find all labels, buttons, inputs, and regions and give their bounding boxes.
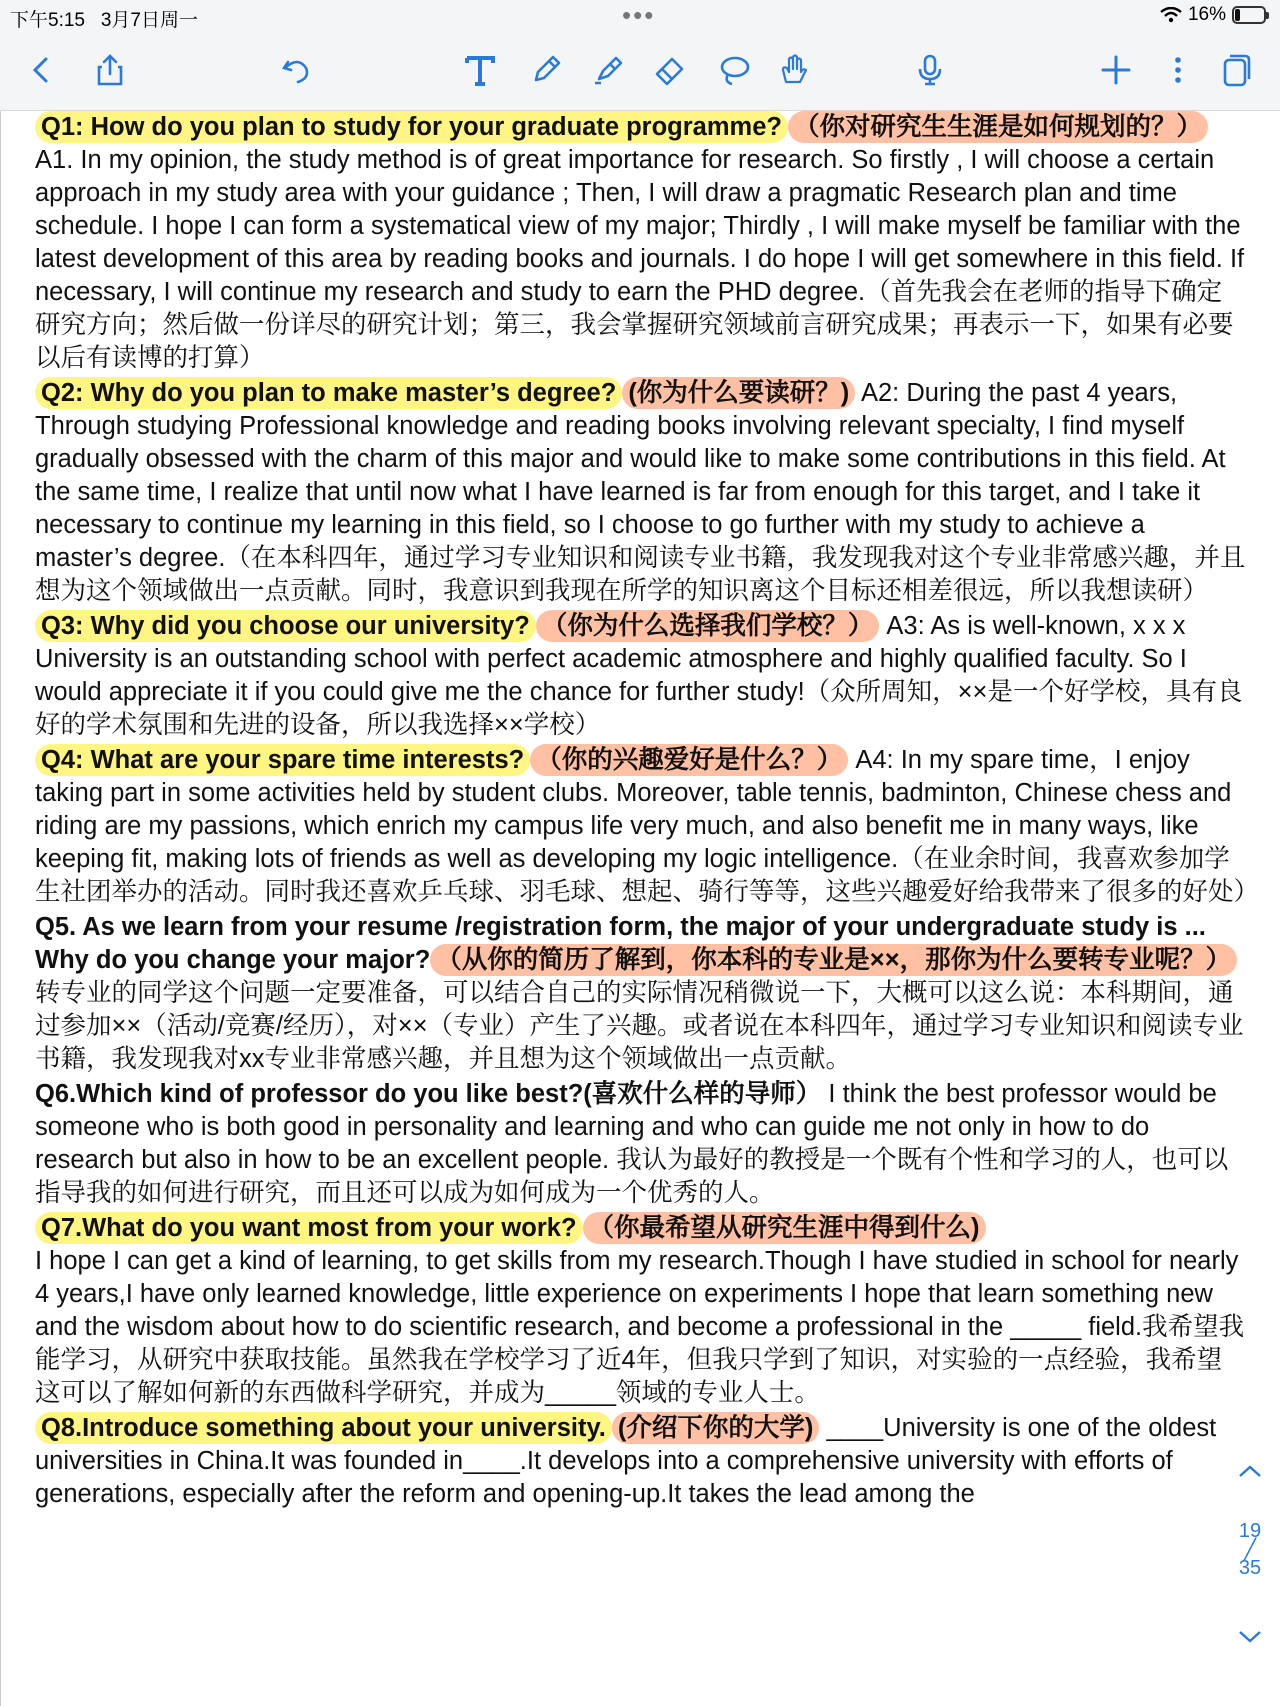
question-3: Q3: Why did you choose our university? bbox=[35, 610, 536, 642]
pen-icon[interactable] bbox=[524, 48, 568, 92]
page-up-icon[interactable] bbox=[1230, 1462, 1270, 1485]
question-5-cn: （从你的简历了解到，你本科的专业是××，那你为什么要转专业呢？） bbox=[430, 944, 1237, 976]
back-icon[interactable] bbox=[20, 48, 64, 92]
wifi-icon bbox=[1160, 7, 1182, 23]
question-4-cn: （你的兴趣爱好是什么？） bbox=[530, 744, 848, 776]
answer-5: 转专业的同学这个问题一定要准备，可以结合自己的实际情况稍微说一下，大概可以这么说：本科期间，通过参加××（活动/竞赛/经历），对××（专业）产生了兴趣。或者说在本科四年，通过学习专业知识和阅读专业书籍，我发现我对xx专业非常感兴趣，并且想为这个领域做出一点贡献。 bbox=[35, 979, 1244, 1073]
page-divider-icon: ╱ bbox=[1243, 1539, 1257, 1561]
question-6: Q6.Which kind of professor do you like best?(喜欢什么样的导师） bbox=[35, 1080, 822, 1108]
question-7-cn: （你最希望从研究生涯中得到什么) bbox=[583, 1212, 986, 1244]
highlighter-icon[interactable] bbox=[586, 48, 630, 92]
status-bar bbox=[0, 0, 1280, 32]
question-5: Q5. As we learn from your resume /registration form, the major of your undergraduate study is ... Why do you change your major? bbox=[35, 913, 1206, 974]
question-2-cn: (你为什么要读研？) bbox=[622, 377, 855, 409]
lasso-icon[interactable] bbox=[712, 48, 756, 92]
page-down-icon[interactable] bbox=[1230, 1628, 1270, 1651]
undo-icon[interactable] bbox=[274, 48, 318, 92]
question-1: Q1: How do you plan to study for your graduate programme? bbox=[35, 111, 788, 143]
toolbar bbox=[0, 32, 1280, 111]
battery-icon bbox=[1232, 6, 1266, 24]
answer-2: A2: During the past 4 years, Through studying Professional knowledge and reading books involving relevant specialty, I find myself gradually obsessed with the charm of this major and would like to make some contributions in this field. At the same time, I realize that until now what I have learned is far from enough for this target, and I take it necessary to continue my learning in this field, so I choose to go further with my study to achieve a master’s degree.（在本科四年，通过学习专业知识和阅读专业书籍，我发现我对这个专业非常感兴趣，并且想为这个领域做出一点贡献。同时，我意识到我现在所学的知识离这个目标还相差很远，所以我想读研） bbox=[35, 379, 1246, 605]
page-indicator bbox=[1230, 1520, 1270, 1580]
multitask-dots-icon[interactable]: ••• bbox=[622, 0, 656, 30]
add-icon[interactable] bbox=[1094, 48, 1138, 92]
document-content bbox=[35, 111, 1260, 1513]
answer-6: I think the best professor would be someone who is both good in personality and learning and who can guide me not only in how to do research but also in how to be an excellent people. 我认为最好的教授是一个既有个性和学习的人，也可以指导我的如何进行研究，而且还可以成为如何成为一个优秀的人。 bbox=[35, 1080, 1229, 1207]
question-7: Q7.What do you want most from your work? bbox=[35, 1212, 583, 1244]
qa-block-8 bbox=[35, 1412, 1247, 1511]
qa-block-1 bbox=[35, 111, 1247, 375]
qa-block-7 bbox=[35, 1212, 1247, 1410]
page-total: 35 bbox=[1238, 1557, 1262, 1579]
qa-block-5 bbox=[35, 911, 1247, 1076]
answer-7: I hope I can get a kind of learning, to get skills from my research.Though I have studied in school for nearly 4 years,I have only learned knowledge, little experience on experiments I hope that learn something new and the wisdom about how to do scientific research, and become a professional in the _____ field.我希望我能学习，从研究中获取技能。虽然我在学校学习了近4年，但我只学到了知识，对实验的一点经验，我希望这可以了解如何新的东西做科学研究，并成为_____领域的专业人士。 bbox=[35, 1247, 1245, 1407]
eraser-icon[interactable] bbox=[648, 48, 692, 92]
status-time: 下午5:15 3月7日周一 bbox=[10, 10, 198, 31]
qa-block-6 bbox=[35, 1078, 1247, 1210]
qa-block-4 bbox=[35, 744, 1260, 909]
pages-icon[interactable] bbox=[1212, 48, 1256, 92]
question-8: Q8.Introduce something about your university. bbox=[35, 1412, 612, 1444]
battery-percent: 16% bbox=[1187, 4, 1226, 25]
hand-icon[interactable] bbox=[772, 48, 816, 92]
page-current: 19 bbox=[1238, 1520, 1262, 1542]
share-icon[interactable] bbox=[88, 48, 132, 92]
question-4: Q4: What are your spare time interests? bbox=[35, 744, 530, 776]
qa-block-2 bbox=[35, 377, 1247, 608]
question-2: Q2: Why do you plan to make master’s degree? bbox=[35, 377, 622, 409]
answer-8: ____University is one of the oldest universities in China.It was founded in____.It develops into a comprehensive university with efforts of generations, especially after the reform and opening-up.It takes the lead among the bbox=[35, 1414, 1217, 1508]
more-icon[interactable] bbox=[1156, 48, 1200, 92]
answer-3: A3: As is well-known, x x x University is an outstanding school with perfect academic atmosphere and highly qualified faculty. So I would appreciate it if you could give me the chance for further study!（众所周知，××是一个好学校，具有良好的学术氛围和先进的设备，所以我选择××学校） bbox=[35, 612, 1243, 739]
answer-4: A4: In my spare time，I enjoy taking part in some activities held by student clubs. Moreover, table tennis, badminton, Chinese chess and riding are my passions, which enrich my campus life very much, and also benefit me in many ways, like keeping fit, making lots of friends as well as developing my logic intelligence.（在业余时间，我喜欢参加学生社团举办的活动。同时我还喜欢乒乓球、羽毛球、想起、骑行等等，这些兴趣爱好给我带来了很多的好处） bbox=[35, 746, 1260, 906]
microphone-icon[interactable] bbox=[908, 48, 952, 92]
question-3-cn: （你为什么选择我们学校？） bbox=[536, 610, 880, 642]
document-page[interactable] bbox=[0, 111, 1280, 1706]
question-8-cn: (介绍下你的大学) bbox=[612, 1412, 819, 1444]
question-1-cn: （你对研究生生涯是如何规划的？） bbox=[788, 111, 1208, 143]
text-tool-icon[interactable] bbox=[458, 48, 502, 92]
answer-1: A1. In my opinion, the study method is of great importance for research. So firstly , I will choose a certain approach in my study area with your guidance ; Then, I will draw a pragmatic Research plan and time schedule. I hope I can form a systematical view of my major; Thirdly , I will make myself be familiar with the latest development of this area by reading books and journals. I do hope I will get somewhere in this field. If necessary, I will continue my research and study to earn the PHD degree.（首先我会在老师的指导下确定研究方向；然后做一份详尽的研究计划；第三，我会掌握研究领域前言研究成果；再表示一下，如果有必要以后有读博的打算） bbox=[35, 146, 1245, 372]
qa-block-3 bbox=[35, 610, 1247, 742]
